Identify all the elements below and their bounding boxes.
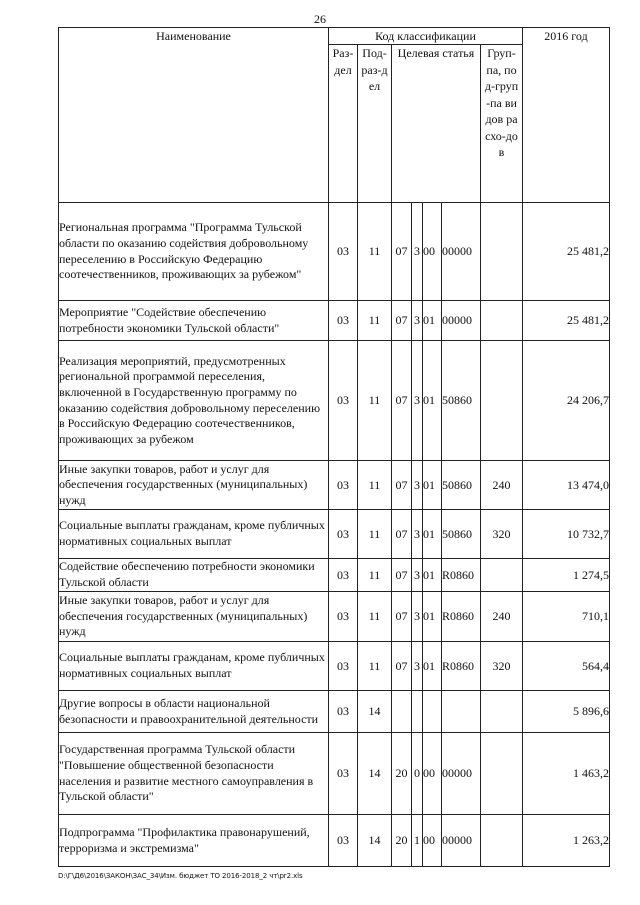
row-expense-group: 320: [481, 510, 523, 559]
row-razdel: 03: [329, 815, 358, 867]
row-name: Иные закупки товаров, работ и услуг для обеспечения государственных (муниципальных) нужд: [59, 461, 329, 510]
table-row: [59, 691, 610, 733]
table-row: [59, 559, 610, 592]
row-name: Реализация мероприятий, предусмотренных региональной программой переселения, включенной в Государственную программу по оказанию содействия добровольному переселению в Российскую Федерацию соотечественников, проживающих за рубежом: [59, 341, 329, 461]
row-target-subprogram: 3: [412, 301, 423, 341]
table-row: [59, 815, 610, 867]
row-target-event: 00: [423, 203, 442, 301]
row-target-program: 07: [392, 559, 412, 592]
table-row: [59, 461, 610, 510]
row-podrazdel: 11: [358, 592, 392, 642]
row-target-event: 01: [423, 559, 442, 592]
row-target-subprogram: 0: [412, 733, 423, 815]
row-expense-group: 320: [481, 642, 523, 691]
row-expense-group: [481, 341, 523, 461]
row-target-event: [423, 691, 442, 733]
header-group-text: Груп-па, под-груп-па видов расхо-дов: [484, 46, 519, 159]
row-target-direction: R0860: [442, 559, 481, 592]
row-target-program: 07: [392, 510, 412, 559]
table-row: [59, 733, 610, 815]
row-expense-group: [481, 203, 523, 301]
row-razdel: 03: [329, 341, 358, 461]
header-razdel-text: Раз-дел: [332, 46, 354, 77]
row-amount: 13 474,0: [523, 461, 610, 510]
row-target-program: 07: [392, 592, 412, 642]
row-podrazdel: 11: [358, 559, 392, 592]
row-target-program: 07: [392, 341, 412, 461]
row-target-direction: 50860: [442, 341, 481, 461]
row-amount: 710,1: [523, 592, 610, 642]
table-row: [59, 642, 610, 691]
row-podrazdel: 11: [358, 341, 392, 461]
budget-table: [58, 27, 610, 867]
row-razdel: 03: [329, 559, 358, 592]
row-expense-group: [481, 301, 523, 341]
row-amount: 1 463,2: [523, 733, 610, 815]
row-name: Другие вопросы в области национальной безопасности и правоохранительной деятельности: [59, 691, 329, 733]
row-razdel: 03: [329, 733, 358, 815]
row-podrazdel: 14: [358, 691, 392, 733]
row-expense-group: 240: [481, 592, 523, 642]
row-amount: 564,4: [523, 642, 610, 691]
row-podrazdel: 11: [358, 301, 392, 341]
table-row: [59, 592, 610, 642]
row-target-subprogram: 1: [412, 815, 423, 867]
row-razdel: 03: [329, 642, 358, 691]
header-podrazdel-text: Под-раз-дел: [361, 46, 388, 93]
row-name: Социальные выплаты гражданам, кроме публичных нормативных социальных выплат: [59, 510, 329, 559]
row-target-program: [392, 691, 412, 733]
row-target-subprogram: 3: [412, 203, 423, 301]
row-target-direction: R0860: [442, 592, 481, 642]
row-expense-group: [481, 815, 523, 867]
row-target-program: 20: [392, 733, 412, 815]
header-code-group: Код классификации: [329, 28, 523, 45]
table-row: [59, 203, 610, 301]
row-razdel: 03: [329, 592, 358, 642]
row-amount: 24 206,7: [523, 341, 610, 461]
row-target-subprogram: 3: [412, 510, 423, 559]
row-name: Иные закупки товаров, работ и услуг для обеспечения государственных (муниципальных) нужд: [59, 592, 329, 642]
header-year: 2016 год: [523, 28, 610, 203]
row-amount: 25 481,2: [523, 203, 610, 301]
row-target-event: 01: [423, 642, 442, 691]
row-expense-group: [481, 733, 523, 815]
row-name: Государственная программа Тульской области "Повышение общественной безопасности населения и развитие местного самоуправления в Тульской области": [59, 733, 329, 815]
table-row: [59, 510, 610, 559]
table-row: [59, 301, 610, 341]
row-target-direction: [442, 691, 481, 733]
row-amount: 10 732,7: [523, 510, 610, 559]
row-target-event: 00: [423, 815, 442, 867]
budget-table-body: [59, 203, 610, 867]
row-target-subprogram: 3: [412, 341, 423, 461]
table-row: [59, 341, 610, 461]
row-name: Подпрограмма "Профилактика правонарушений, терроризма и экстремизма": [59, 815, 329, 867]
row-target-program: 07: [392, 301, 412, 341]
row-target-event: 01: [423, 341, 442, 461]
header-podrazdel: [358, 45, 392, 203]
row-target-program: 07: [392, 461, 412, 510]
row-target-subprogram: 3: [412, 642, 423, 691]
header-name: Наименование: [59, 28, 329, 203]
row-amount: 5 896,6: [523, 691, 610, 733]
row-target-program: 07: [392, 642, 412, 691]
row-target-direction: 50860: [442, 461, 481, 510]
row-razdel: 03: [329, 691, 358, 733]
row-target-direction: 00000: [442, 203, 481, 301]
row-target-direction: 00000: [442, 301, 481, 341]
row-amount: 25 481,2: [523, 301, 610, 341]
row-name: Мероприятие "Содействие обеспечению потребности экономики Тульской области": [59, 301, 329, 341]
row-target-direction: 00000: [442, 733, 481, 815]
row-expense-group: [481, 691, 523, 733]
header-target: Целевая статья: [392, 45, 481, 203]
header-group: [481, 45, 523, 203]
row-podrazdel: 14: [358, 733, 392, 815]
row-target-event: 00: [423, 733, 442, 815]
row-expense-group: [481, 559, 523, 592]
row-target-event: 01: [423, 301, 442, 341]
row-target-direction: 00000: [442, 815, 481, 867]
row-target-event: 01: [423, 592, 442, 642]
row-expense-group: 240: [481, 461, 523, 510]
row-target-subprogram: 3: [412, 461, 423, 510]
row-name: Содействие обеспечению потребности экономики Тульской области: [59, 559, 329, 592]
row-podrazdel: 11: [358, 461, 392, 510]
row-razdel: 03: [329, 461, 358, 510]
row-target-subprogram: 3: [412, 559, 423, 592]
row-razdel: 03: [329, 301, 358, 341]
row-amount: 1 274,5: [523, 559, 610, 592]
row-razdel: 03: [329, 203, 358, 301]
row-razdel: 03: [329, 510, 358, 559]
page-number: 26: [314, 12, 326, 26]
row-target-direction: 50860: [442, 510, 481, 559]
row-podrazdel: 11: [358, 642, 392, 691]
row-podrazdel: 14: [358, 815, 392, 867]
row-podrazdel: 11: [358, 510, 392, 559]
row-target-direction: R0860: [442, 642, 481, 691]
row-target-subprogram: 3: [412, 592, 423, 642]
row-target-subprogram: [412, 691, 423, 733]
row-target-event: 01: [423, 461, 442, 510]
row-target-event: 01: [423, 510, 442, 559]
row-target-program: 07: [392, 203, 412, 301]
row-name: Социальные выплаты гражданам, кроме публичных нормативных социальных выплат: [59, 642, 329, 691]
row-podrazdel: 11: [358, 203, 392, 301]
row-name: Региональная программа "Программа Тульской области по оказанию содействия добровольному переселению в Российскую Федерацию соотечественников, проживающих за рубежом": [59, 203, 329, 301]
row-amount: 1 263,2: [523, 815, 610, 867]
file-path-footer: D:\Г\Д6\2016\ЗАКОН\ЗАС_34\Изм. бюджет ТО 2016-2018_2 чт\pr2.xls: [58, 872, 303, 880]
row-target-program: 20: [392, 815, 412, 867]
header-razdel: [329, 45, 358, 203]
